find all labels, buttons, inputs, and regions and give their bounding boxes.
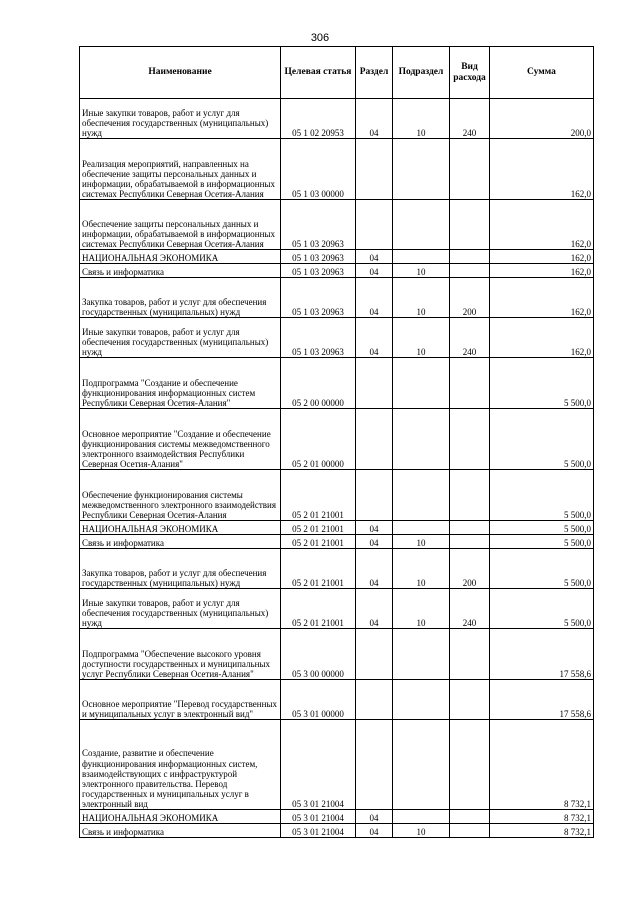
row-expense-type: 240 — [450, 318, 490, 358]
row-section: 04 — [356, 318, 393, 358]
row-sum: 200,0 — [490, 99, 594, 139]
row-section: 04 — [356, 589, 393, 629]
row-name: Подпрограмма "Обеспечение высокого уровня доступности государственных и муниципальных услуг Республики Северная Осетия-Алания" — [80, 629, 281, 680]
row-article: 05 2 01 21001 — [281, 521, 356, 535]
table-row — [80, 358, 594, 409]
row-sum: 17 558,6 — [490, 680, 594, 720]
row-expense-type — [450, 720, 490, 810]
table-row — [80, 264, 594, 278]
row-sum: 5 500,0 — [490, 589, 594, 629]
row-name: Иные закупки товаров, работ и услуг для обеспечения государственных (муниципальных) нужд — [80, 99, 281, 139]
row-article: 05 2 00 00000 — [281, 358, 356, 409]
row-article: 05 2 01 21001 — [281, 470, 356, 521]
header-article: Целевая статья — [281, 47, 356, 99]
row-section: 04 — [356, 521, 393, 535]
row-sum: 8 732,1 — [490, 824, 594, 838]
row-sum: 5 500,0 — [490, 549, 594, 589]
header-row — [80, 47, 594, 99]
budget-table — [79, 46, 594, 838]
row-expense-type — [450, 250, 490, 264]
row-name: Закупка товаров, работ и услуг для обеспечения государственных (муниципальных) нужд — [80, 549, 281, 589]
row-subsection: 10 — [393, 264, 450, 278]
row-subsection — [393, 810, 450, 824]
row-name: Иные закупки товаров, работ и услуг для обеспечения государственных (муниципальных) нужд — [80, 589, 281, 629]
row-expense-type — [450, 810, 490, 824]
row-sum: 162,0 — [490, 139, 594, 200]
row-expense-type — [450, 521, 490, 535]
row-section: 04 — [356, 278, 393, 318]
row-name: НАЦИОНАЛЬНАЯ ЭКОНОМИКА — [80, 810, 281, 824]
table-row — [80, 535, 594, 549]
header-sum: Сумма — [490, 47, 594, 99]
row-expense-type: 200 — [450, 549, 490, 589]
row-subsection — [393, 470, 450, 521]
row-expense-type — [450, 470, 490, 521]
table-row — [80, 250, 594, 264]
row-sum: 162,0 — [490, 264, 594, 278]
row-article: 05 3 00 00000 — [281, 629, 356, 680]
row-name: Иные закупки товаров, работ и услуг для обеспечения государственных (муниципальных) нужд — [80, 318, 281, 358]
table-row — [80, 409, 594, 470]
row-expense-type — [450, 824, 490, 838]
row-article: 05 1 03 20963 — [281, 250, 356, 264]
row-subsection — [393, 680, 450, 720]
table-row — [80, 810, 594, 824]
row-name: Создание, развитие и обеспечение функционирования информационных систем, взаимодействующих с инфраструктурой электронного правительства. Перевод государственных и муниципальных услуг в электронный вид — [80, 720, 281, 810]
row-sum: 162,0 — [490, 250, 594, 264]
row-subsection — [393, 521, 450, 535]
row-sum: 8 732,1 — [490, 810, 594, 824]
row-name: Основное мероприятие "Перевод государственных и муниципальных услуг в электронный вид" — [80, 680, 281, 720]
page-number: 306 — [310, 32, 330, 44]
row-expense-type — [450, 358, 490, 409]
table-row — [80, 720, 594, 810]
row-expense-type — [450, 680, 490, 720]
row-name: Реализация мероприятий, направленных на обеспечение защиты персональных данных и информации, обрабатываемой в информационных системах Республики Северная Осетия-Алания — [80, 139, 281, 200]
row-section — [356, 409, 393, 470]
table-row — [80, 200, 594, 250]
header-expense-type: Вид расхода — [450, 47, 490, 99]
row-subsection — [393, 250, 450, 264]
row-subsection — [393, 139, 450, 200]
table-row — [80, 318, 594, 358]
row-article: 05 1 03 20963 — [281, 318, 356, 358]
row-expense-type — [450, 535, 490, 549]
row-name: Основное мероприятие "Создание и обеспечение функционирования системы межведомственного электронного взаимодействия Республики Северная Осетия-Алания" — [80, 409, 281, 470]
row-sum: 162,0 — [490, 200, 594, 250]
row-article: 05 1 03 20963 — [281, 264, 356, 278]
row-article: 05 3 01 21004 — [281, 720, 356, 810]
table-row — [80, 549, 594, 589]
row-subsection: 10 — [393, 589, 450, 629]
row-name: Связь и информатика — [80, 264, 281, 278]
row-sum: 162,0 — [490, 278, 594, 318]
table-row — [80, 278, 594, 318]
row-article: 05 2 01 21001 — [281, 589, 356, 629]
row-subsection — [393, 358, 450, 409]
row-expense-type — [450, 409, 490, 470]
row-section — [356, 680, 393, 720]
row-sum: 8 732,1 — [490, 720, 594, 810]
row-name: Закупка товаров, работ и услуг для обеспечения государственных (муниципальных) нужд — [80, 278, 281, 318]
row-sum: 5 500,0 — [490, 521, 594, 535]
row-expense-type: 240 — [450, 99, 490, 139]
table-row — [80, 589, 594, 629]
row-subsection — [393, 200, 450, 250]
header-section: Раздел — [356, 47, 393, 99]
row-section: 04 — [356, 810, 393, 824]
row-article: 05 3 01 21004 — [281, 810, 356, 824]
table-row — [80, 824, 594, 838]
table-row — [80, 629, 594, 680]
row-section: 04 — [356, 824, 393, 838]
table-row — [80, 680, 594, 720]
row-section — [356, 470, 393, 521]
row-sum: 5 500,0 — [490, 409, 594, 470]
row-section: 04 — [356, 535, 393, 549]
row-article: 05 2 01 21001 — [281, 535, 356, 549]
row-sum: 5 500,0 — [490, 470, 594, 521]
row-section — [356, 200, 393, 250]
row-article: 05 2 01 21001 — [281, 549, 356, 589]
row-article: 05 1 02 20953 — [281, 99, 356, 139]
row-subsection: 10 — [393, 318, 450, 358]
row-name: Подпрограмма "Создание и обеспечение функционирования информационных систем Республики Северная Осетия-Алания" — [80, 358, 281, 409]
row-subsection: 10 — [393, 99, 450, 139]
row-article: 05 1 03 00000 — [281, 139, 356, 200]
row-sum: 17 558,6 — [490, 629, 594, 680]
row-subsection: 10 — [393, 824, 450, 838]
row-sum: 162,0 — [490, 318, 594, 358]
row-name: Обеспечение функционирования системы межведомственного электронного взаимодействия Республики Северная Осетия-Алания — [80, 470, 281, 521]
table-row — [80, 99, 594, 139]
header-subsection: Подраздел — [393, 47, 450, 99]
row-expense-type: 200 — [450, 278, 490, 318]
row-article: 05 1 03 20963 — [281, 278, 356, 318]
row-article: 05 3 01 00000 — [281, 680, 356, 720]
row-expense-type — [450, 264, 490, 278]
row-name: НАЦИОНАЛЬНАЯ ЭКОНОМИКА — [80, 521, 281, 535]
table-row — [80, 139, 594, 200]
row-expense-type — [450, 200, 490, 250]
row-article: 05 3 01 21004 — [281, 824, 356, 838]
row-section: 04 — [356, 250, 393, 264]
row-name: Связь и информатика — [80, 824, 281, 838]
table-row — [80, 521, 594, 535]
row-section: 04 — [356, 99, 393, 139]
row-section: 04 — [356, 549, 393, 589]
row-expense-type — [450, 629, 490, 680]
row-section — [356, 358, 393, 409]
row-subsection — [393, 409, 450, 470]
row-sum: 5 500,0 — [490, 535, 594, 549]
row-expense-type — [450, 139, 490, 200]
table-row — [80, 470, 594, 521]
row-subsection — [393, 629, 450, 680]
row-article: 05 1 03 20963 — [281, 200, 356, 250]
row-section — [356, 139, 393, 200]
row-name: Связь и информатика — [80, 535, 281, 549]
row-section — [356, 629, 393, 680]
header-name: Наименование — [80, 47, 281, 99]
row-section — [356, 720, 393, 810]
row-subsection: 10 — [393, 535, 450, 549]
row-subsection: 10 — [393, 549, 450, 589]
row-subsection: 10 — [393, 278, 450, 318]
row-name: Обеспечение защиты персональных данных и информации, обрабатываемой в информационных системах Республики Северная Осетия-Алания — [80, 200, 281, 250]
row-article: 05 2 01 00000 — [281, 409, 356, 470]
row-name: НАЦИОНАЛЬНАЯ ЭКОНОМИКА — [80, 250, 281, 264]
row-subsection — [393, 720, 450, 810]
row-expense-type: 240 — [450, 589, 490, 629]
row-section: 04 — [356, 264, 393, 278]
row-sum: 5 500,0 — [490, 358, 594, 409]
